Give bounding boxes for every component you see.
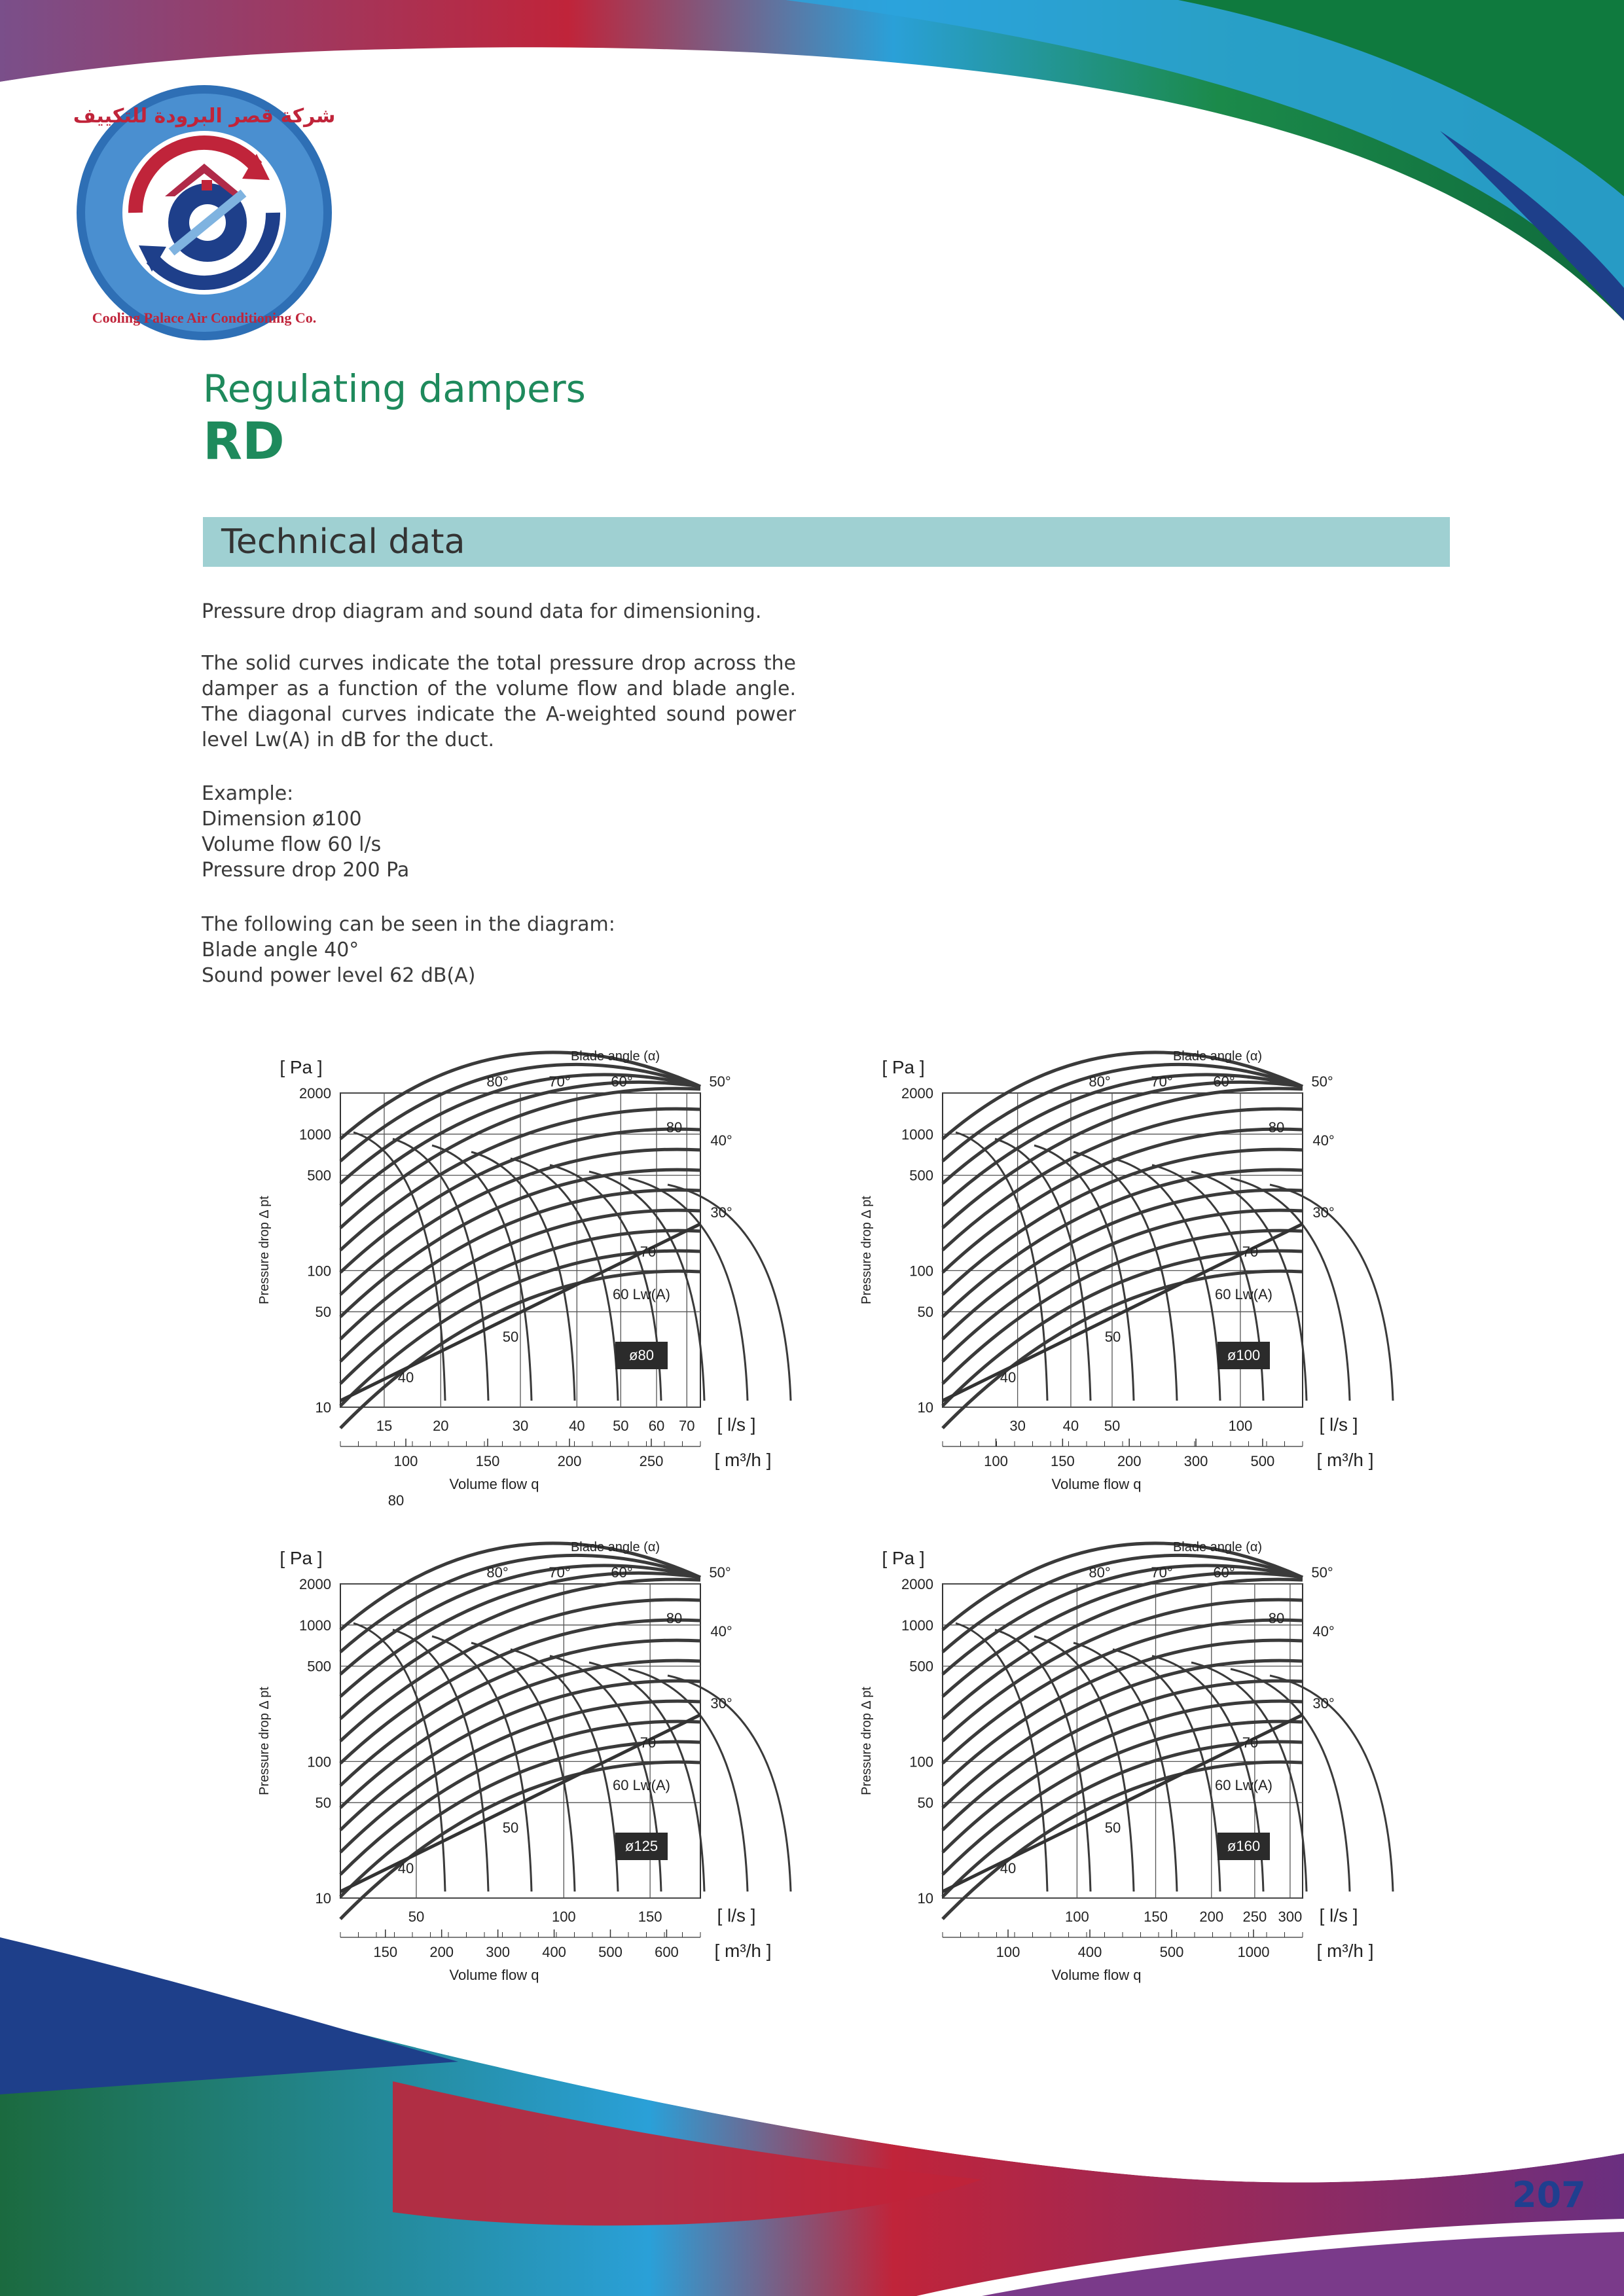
blade-angle-label: 80° bbox=[1089, 1564, 1111, 1581]
logo-arabic-text: شركة قصر البرودة للتكييف bbox=[73, 105, 335, 128]
y-tick-label: 500 bbox=[909, 1658, 933, 1675]
blade-angle-curve bbox=[943, 1251, 1303, 1406]
blade-angle-curve bbox=[943, 1064, 1303, 1161]
sound-label: 50 bbox=[502, 1329, 519, 1345]
sound-level-arc bbox=[432, 1145, 532, 1401]
y-tick-label: 100 bbox=[307, 1263, 331, 1280]
extra-label: 80 bbox=[388, 1492, 405, 1509]
ls-tick-label: 200 bbox=[1199, 1909, 1224, 1925]
sound-label: 80 bbox=[1268, 1119, 1285, 1136]
sound-label: 40 bbox=[1000, 1369, 1017, 1386]
ls-tick-label: 50 bbox=[408, 1909, 425, 1925]
x-axis-title: Volume flow q bbox=[449, 1476, 539, 1492]
page-number: 207 bbox=[1512, 2174, 1586, 2215]
sound-label: 60 Lw(A) bbox=[612, 1286, 671, 1302]
blade-angle-curve bbox=[340, 1742, 700, 1897]
m3h-tick-label: 400 bbox=[1077, 1944, 1102, 1960]
sound-label: 60 Lw(A) bbox=[1214, 1286, 1273, 1302]
ls-tick-label: 30 bbox=[1009, 1418, 1026, 1434]
sound-label: 70 bbox=[1242, 1734, 1259, 1751]
intro-text: Pressure drop diagram and sound data for dimensioning. bbox=[202, 600, 762, 623]
example-line: Pressure drop 200 Pa bbox=[202, 859, 410, 882]
product-code: RD bbox=[203, 412, 285, 471]
pressure-drop-chart-80 bbox=[249, 1041, 871, 1532]
m3h-tick-label: 150 bbox=[373, 1944, 398, 1960]
m3h-tick-label: 100 bbox=[996, 1944, 1020, 1960]
y-tick-label: 1000 bbox=[901, 1126, 933, 1143]
y-tick-label: 1000 bbox=[901, 1617, 933, 1634]
y-unit-label: [ Pa ] bbox=[280, 1057, 323, 1077]
y-axis-title: Pressure drop Δ pt bbox=[859, 1687, 874, 1795]
y-tick-label: 2000 bbox=[901, 1085, 933, 1102]
blade-angle-title: Blade angle (α) bbox=[1172, 1049, 1263, 1064]
ls-tick-label: 50 bbox=[613, 1418, 629, 1434]
y-axis-title: Pressure drop Δ pt bbox=[859, 1196, 874, 1304]
ls-unit-label: [ l/s ] bbox=[717, 1414, 756, 1435]
m3h-tick-label: 600 bbox=[655, 1944, 679, 1960]
y-tick-label: 10 bbox=[315, 1399, 331, 1416]
description-text: The solid curves indicate the total pressure drop across the damper as a function of the volume flow and blade angle. The diagonal curves indicate the A-weighted sound power level Lw(A) in dB for the duct. bbox=[202, 652, 796, 751]
m3h-tick-label: 400 bbox=[542, 1944, 566, 1960]
m3h-tick-label: 300 bbox=[486, 1944, 510, 1960]
sound-label: 50 bbox=[1104, 1820, 1121, 1836]
dimension-label: ø80 bbox=[629, 1347, 654, 1363]
blade-angle-label: 30° bbox=[710, 1695, 732, 1712]
dimension-label: ø160 bbox=[1227, 1838, 1261, 1854]
m3h-unit-label: [ m³/h ] bbox=[714, 1450, 772, 1470]
blade-angle-label: 70° bbox=[549, 1073, 571, 1090]
y-tick-label: 100 bbox=[909, 1753, 933, 1770]
blade-angle-label: 40° bbox=[710, 1623, 732, 1640]
y-tick-label: 1000 bbox=[299, 1126, 331, 1143]
y-axis-title: Pressure drop Δ pt bbox=[257, 1687, 272, 1795]
y-unit-label: [ Pa ] bbox=[882, 1548, 925, 1568]
ls-tick-label: 100 bbox=[551, 1909, 576, 1925]
y-tick-label: 10 bbox=[315, 1890, 331, 1907]
ls-tick-label: 50 bbox=[1104, 1418, 1121, 1434]
ls-tick-label: 100 bbox=[1228, 1418, 1253, 1434]
logo-english-text: Cooling Palace Air Conditioning Co. bbox=[92, 310, 317, 326]
example-line: Volume flow 60 l/s bbox=[202, 833, 382, 856]
ls-tick-label: 40 bbox=[1062, 1418, 1079, 1434]
y-tick-label: 50 bbox=[917, 1304, 933, 1321]
blade-angle-label: 60° bbox=[611, 1564, 633, 1581]
sound-label: 40 bbox=[397, 1369, 414, 1386]
m3h-tick-label: 1000 bbox=[1237, 1944, 1270, 1960]
m3h-tick-label: 100 bbox=[393, 1453, 418, 1469]
blade-angle-label: 30° bbox=[1312, 1695, 1335, 1712]
ls-tick-label: 150 bbox=[1144, 1909, 1168, 1925]
result-line: Sound power level 62 dB(A) bbox=[202, 964, 476, 987]
pressure-drop-chart-125 bbox=[249, 1532, 871, 2022]
sound-level-arc bbox=[432, 1636, 532, 1892]
m3h-unit-label: [ m³/h ] bbox=[1316, 1450, 1374, 1470]
result-block bbox=[202, 912, 615, 988]
ls-tick-label: 60 bbox=[648, 1418, 665, 1434]
blade-angle-label: 40° bbox=[1312, 1623, 1335, 1640]
sound-label: 80 bbox=[1268, 1610, 1285, 1626]
sound-label: 40 bbox=[397, 1860, 414, 1876]
sound-label: 80 bbox=[666, 1119, 683, 1136]
y-tick-label: 2000 bbox=[299, 1576, 331, 1592]
blade-angle-label: 40° bbox=[710, 1132, 732, 1149]
y-axis-title: Pressure drop Δ pt bbox=[257, 1196, 272, 1304]
y-tick-label: 100 bbox=[307, 1753, 331, 1770]
ls-tick-label: 20 bbox=[433, 1418, 449, 1434]
y-tick-label: 2000 bbox=[901, 1576, 933, 1592]
ls-tick-label: 70 bbox=[679, 1418, 695, 1434]
m3h-tick-label: 200 bbox=[557, 1453, 582, 1469]
blade-angle-curve bbox=[943, 1742, 1303, 1897]
ls-tick-label: 15 bbox=[376, 1418, 393, 1434]
blade-angle-label: 50° bbox=[1311, 1073, 1333, 1090]
blade-angle-label: 60° bbox=[1213, 1073, 1235, 1090]
blade-angle-label: 80° bbox=[486, 1564, 509, 1581]
pressure-drop-chart-160 bbox=[851, 1532, 1473, 2022]
blade-angle-label: 80° bbox=[486, 1073, 509, 1090]
blade-angle-label: 40° bbox=[1312, 1132, 1335, 1149]
m3h-unit-label: [ m³/h ] bbox=[714, 1941, 772, 1961]
x-axis-title: Volume flow q bbox=[1051, 1476, 1142, 1492]
x-axis-title: Volume flow q bbox=[1051, 1967, 1142, 1983]
dimension-label: ø125 bbox=[624, 1838, 659, 1854]
y-tick-label: 500 bbox=[307, 1167, 331, 1184]
example-line: Dimension ø100 bbox=[202, 808, 362, 831]
sound-label: 40 bbox=[1000, 1860, 1017, 1876]
m3h-tick-label: 500 bbox=[1250, 1453, 1275, 1469]
ls-tick-label: 40 bbox=[569, 1418, 585, 1434]
blade-angle-label: 70° bbox=[1151, 1564, 1173, 1581]
example-block bbox=[202, 781, 409, 883]
blade-angle-label: 70° bbox=[1151, 1073, 1173, 1090]
y-unit-label: [ Pa ] bbox=[882, 1057, 925, 1077]
ls-tick-label: 300 bbox=[1278, 1909, 1303, 1925]
y-tick-label: 100 bbox=[909, 1263, 933, 1280]
sound-label: 50 bbox=[1104, 1329, 1121, 1345]
sound-label: 60 Lw(A) bbox=[1214, 1777, 1273, 1793]
m3h-tick-label: 150 bbox=[1050, 1453, 1075, 1469]
sound-level-arc bbox=[1034, 1145, 1134, 1401]
example-label: Example: bbox=[202, 782, 294, 805]
y-tick-label: 1000 bbox=[299, 1617, 331, 1634]
sound-label: 80 bbox=[666, 1610, 683, 1626]
m3h-tick-label: 200 bbox=[429, 1944, 454, 1960]
sound-label: 60 Lw(A) bbox=[612, 1777, 671, 1793]
section-band bbox=[203, 517, 1450, 567]
m3h-tick-label: 500 bbox=[598, 1944, 623, 1960]
dimension-label: ø100 bbox=[1227, 1347, 1261, 1363]
blade-angle-label: 50° bbox=[1311, 1564, 1333, 1581]
m3h-tick-label: 250 bbox=[639, 1453, 664, 1469]
pressure-drop-chart-100 bbox=[851, 1041, 1473, 1532]
blade-angle-label: 50° bbox=[709, 1564, 731, 1581]
sound-label: 70 bbox=[1242, 1244, 1259, 1260]
sound-label: 70 bbox=[640, 1244, 657, 1260]
sound-label: 50 bbox=[502, 1820, 519, 1836]
blade-angle-title: Blade angle (α) bbox=[1172, 1540, 1263, 1554]
blade-angle-label: 30° bbox=[1312, 1204, 1335, 1221]
blade-angle-label: 80° bbox=[1089, 1073, 1111, 1090]
ls-unit-label: [ l/s ] bbox=[1319, 1905, 1358, 1926]
ls-tick-label: 150 bbox=[638, 1909, 662, 1925]
y-tick-label: 50 bbox=[315, 1795, 331, 1812]
y-unit-label: [ Pa ] bbox=[280, 1548, 323, 1568]
y-tick-label: 10 bbox=[917, 1890, 933, 1907]
y-tick-label: 50 bbox=[315, 1304, 331, 1321]
result-label: The following can be seen in the diagram: bbox=[202, 913, 615, 936]
m3h-tick-label: 150 bbox=[475, 1453, 500, 1469]
blade-angle-title: Blade angle (α) bbox=[570, 1049, 660, 1064]
ls-tick-label: 100 bbox=[1065, 1909, 1089, 1925]
blade-angle-label: 50° bbox=[709, 1073, 731, 1090]
y-tick-label: 500 bbox=[909, 1167, 933, 1184]
ls-unit-label: [ l/s ] bbox=[717, 1905, 756, 1926]
result-line: Blade angle 40° bbox=[202, 939, 359, 961]
blade-angle-curve bbox=[340, 1543, 700, 1630]
sound-label: 70 bbox=[640, 1734, 657, 1751]
x-axis-title: Volume flow q bbox=[449, 1967, 539, 1983]
blade-angle-title: Blade angle (α) bbox=[570, 1540, 660, 1554]
y-tick-label: 500 bbox=[307, 1658, 331, 1675]
m3h-tick-label: 200 bbox=[1117, 1453, 1142, 1469]
y-tick-label: 50 bbox=[917, 1795, 933, 1812]
ls-tick-label: 30 bbox=[512, 1418, 529, 1434]
ls-unit-label: [ l/s ] bbox=[1319, 1414, 1358, 1435]
y-tick-label: 10 bbox=[917, 1399, 933, 1416]
blade-angle-curve bbox=[340, 1555, 700, 1652]
m3h-tick-label: 300 bbox=[1183, 1453, 1208, 1469]
m3h-tick-label: 100 bbox=[984, 1453, 1008, 1469]
blade-angle-curve bbox=[943, 1052, 1303, 1139]
blade-angle-label: 60° bbox=[1213, 1564, 1235, 1581]
y-tick-label: 2000 bbox=[299, 1085, 331, 1102]
ls-tick-label: 250 bbox=[1242, 1909, 1267, 1925]
m3h-tick-label: 500 bbox=[1159, 1944, 1184, 1960]
blade-angle-label: 60° bbox=[611, 1073, 633, 1090]
section-title: Technical data bbox=[221, 522, 465, 562]
m3h-unit-label: [ m³/h ] bbox=[1316, 1941, 1374, 1961]
blade-angle-curve bbox=[943, 1543, 1303, 1630]
product-subtitle: Regulating dampers bbox=[203, 367, 586, 411]
sound-level-arc bbox=[1034, 1636, 1134, 1892]
blade-angle-label: 70° bbox=[549, 1564, 571, 1581]
blade-angle-label: 30° bbox=[710, 1204, 732, 1221]
blade-angle-curve bbox=[943, 1555, 1303, 1652]
company-logo bbox=[73, 82, 335, 344]
